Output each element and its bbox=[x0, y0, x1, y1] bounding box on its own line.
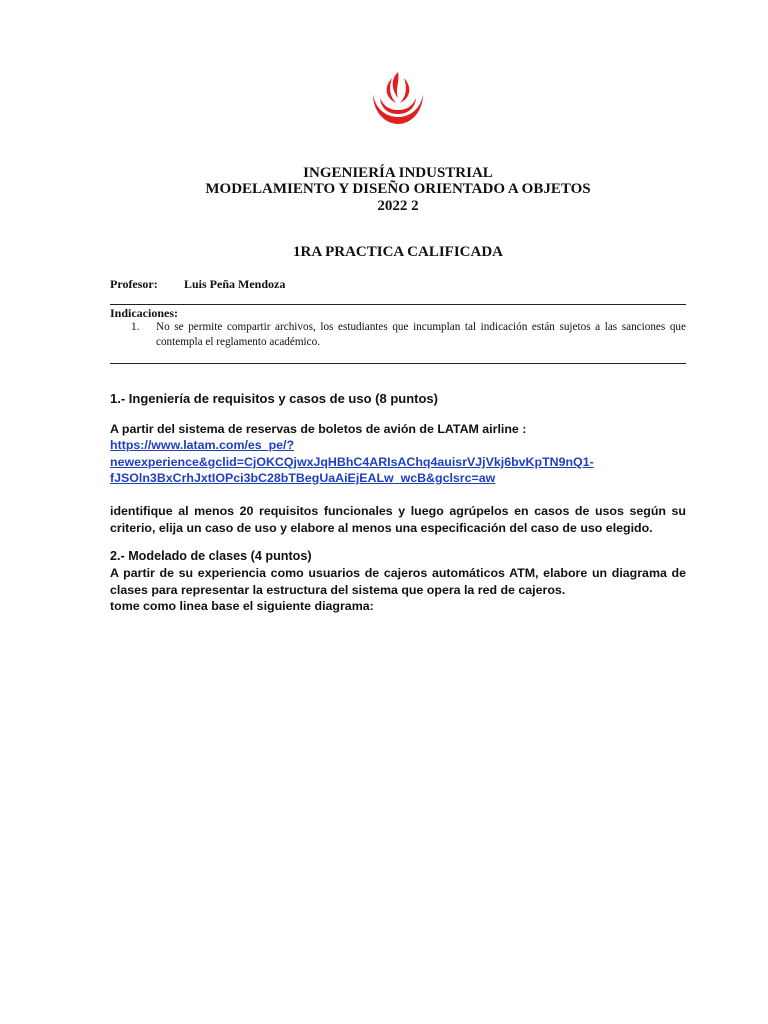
section2-base-line: tome como linea base el siguiente diagrama: bbox=[110, 599, 374, 613]
latam-link-line3[interactable]: fJSOln3BxCrhJxtIOPci3bC28bTBegUaAiEjEALw_wcB&gclsrc=aw bbox=[110, 471, 496, 485]
latam-link-line2[interactable]: newexperience&gclid=CjOKCQjwxJqHBhC4ARIsAChq4auisrVJjVkj6bvKpTN9nQ1- bbox=[110, 455, 594, 469]
section1-intro: A partir del sistema de reservas de boletos de avión de LATAM airline : bbox=[110, 422, 527, 436]
professor-name: Luis Peña Mendoza bbox=[184, 277, 286, 291]
indication-text: No se permite compartir archivos, los estudiantes que incumplan tal indicación están sujetos a las sanciones que contempla el reglamento académico. bbox=[156, 321, 686, 348]
section2-paragraph: A partir de su experiencia como usuarios de cajeros automáticos ATM, elabore un diagrama de clases para representar la estructura del sistema que opera la red de cajeros. bbox=[110, 566, 686, 597]
section1-paragraph: identifique al menos 20 requisitos funcionales y luego agrúpelos en casos de usos según su criterio, elija un caso de uso y elabore al menos una especificación del caso de uso elegido. bbox=[110, 504, 686, 535]
professor-label: Profesor: bbox=[110, 277, 158, 291]
indication-number: 1. bbox=[131, 321, 140, 333]
divider-top bbox=[110, 304, 686, 305]
section2-title: 2.- Modelado de clases (4 puntos) bbox=[110, 549, 312, 563]
latam-link-line1[interactable]: https://www.latam.com/es_pe/? bbox=[110, 438, 295, 452]
practice-title: 1RA PRACTICA CALIFICADA bbox=[292, 244, 503, 260]
indications-title: Indicaciones: bbox=[110, 306, 179, 320]
header-term: 2022 2 bbox=[377, 198, 419, 214]
header-course: MODELAMIENTO Y DISEÑO ORIENTADO A OBJETOS bbox=[205, 181, 591, 197]
section1-title: 1.- Ingeniería de requisitos y casos de uso (8 puntos) bbox=[110, 391, 438, 406]
header-program: INGENIERÍA INDUSTRIAL bbox=[303, 165, 493, 181]
divider-bottom bbox=[110, 363, 686, 364]
professor-row bbox=[110, 277, 286, 292]
university-logo-icon bbox=[368, 68, 428, 128]
